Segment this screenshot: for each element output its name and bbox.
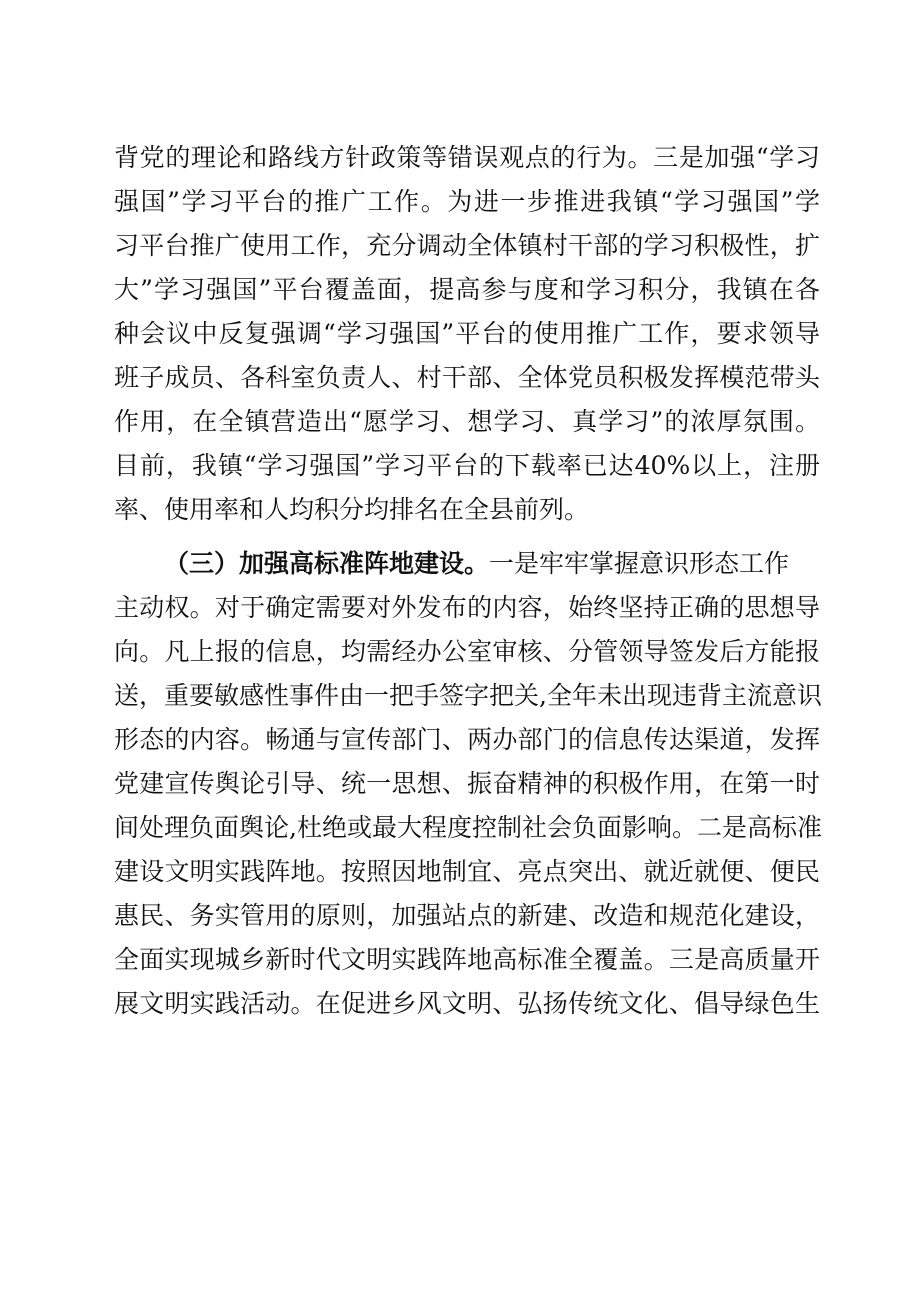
paragraph-2-line: 向。凡上报的信息，均需经办公室审核、分管领导签发后方能报 — [114, 637, 820, 666]
paragraph-2-line: 形态的内容。畅通与宣传部门、两办部门的信息传达渠道，发挥 — [114, 725, 820, 754]
paragraph-1-line: 背党的理论和路线方针政策等错误观点的行为。三是加强“学习 — [114, 143, 820, 172]
paragraph-2-line: 惠民、务实管用的原则，加强站点的新建、改造和规范化建设， — [114, 901, 820, 930]
paragraph-1 — [114, 136, 820, 532]
paragraph-1-line: 目前，我镇“学习强国”学习平台的下载率已达40%以上，注册 — [114, 451, 820, 480]
paragraph-2 — [114, 542, 820, 1026]
paragraph-2-line: 主动权。对于确定需要对外发布的内容，始终坚持正确的思想导 — [114, 593, 820, 622]
paragraph-2-line: 展文明实践活动。在促进乡风文明、弘扬传统文化、倡导绿色生 — [114, 989, 820, 1018]
paragraph-gap — [114, 532, 820, 542]
paragraph-2-line: 建设文明实践阵地。按照因地制宜、亮点突出、就近就便、便民 — [114, 857, 820, 886]
paragraph-2-line: 间处理负面舆论,杜绝或最大程度控制社会负面影响。二是高标准 — [114, 813, 822, 842]
paragraph-1-line: 强国”学习平台的推广工作。为进一步推进我镇“学习强国”学 — [114, 187, 820, 216]
paragraph-1-line: 作用，在全镇营造出“愿学习、想学习、真学习”的浓厚氛围。 — [114, 407, 820, 436]
section-heading: （三）加强高标准阵地建设。 — [164, 549, 490, 578]
paragraph-1-line: 大”学习强国”平台覆盖面，提高参与度和学习积分，我镇在各 — [114, 275, 820, 304]
paragraph-2-line: 党建宣传舆论引导、统一思想、振奋精神的积极作用，在第一时 — [114, 769, 820, 798]
paragraph-1-line: 率、使用率和人均积分均排名在全县前列。 — [114, 495, 590, 524]
paragraph-2-line: 送，重要敏感性事件由一把手签字把关,全年未出现违背主流意识 — [114, 681, 822, 710]
paragraph-1-line: 种会议中反复强调“学习强国”平台的使用推广工作，要求领导 — [114, 319, 820, 348]
paragraph-1-line: 习平台推广使用工作，充分调动全体镇村干部的学习积极性，扩 — [114, 231, 820, 260]
paragraph-2-first-line — [114, 542, 820, 586]
document-body — [114, 136, 820, 1026]
paragraph-1-line: 班子成员、各科室负责人、村干部、全体党员积极发挥模范带头 — [114, 363, 820, 392]
paragraph-2-first-line-text: 一是牢牢掌握意识形态工作 — [489, 549, 790, 578]
paragraph-2-line: 全面实现城乡新时代文明实践阵地高标准全覆盖。三是高质量开 — [114, 945, 820, 974]
